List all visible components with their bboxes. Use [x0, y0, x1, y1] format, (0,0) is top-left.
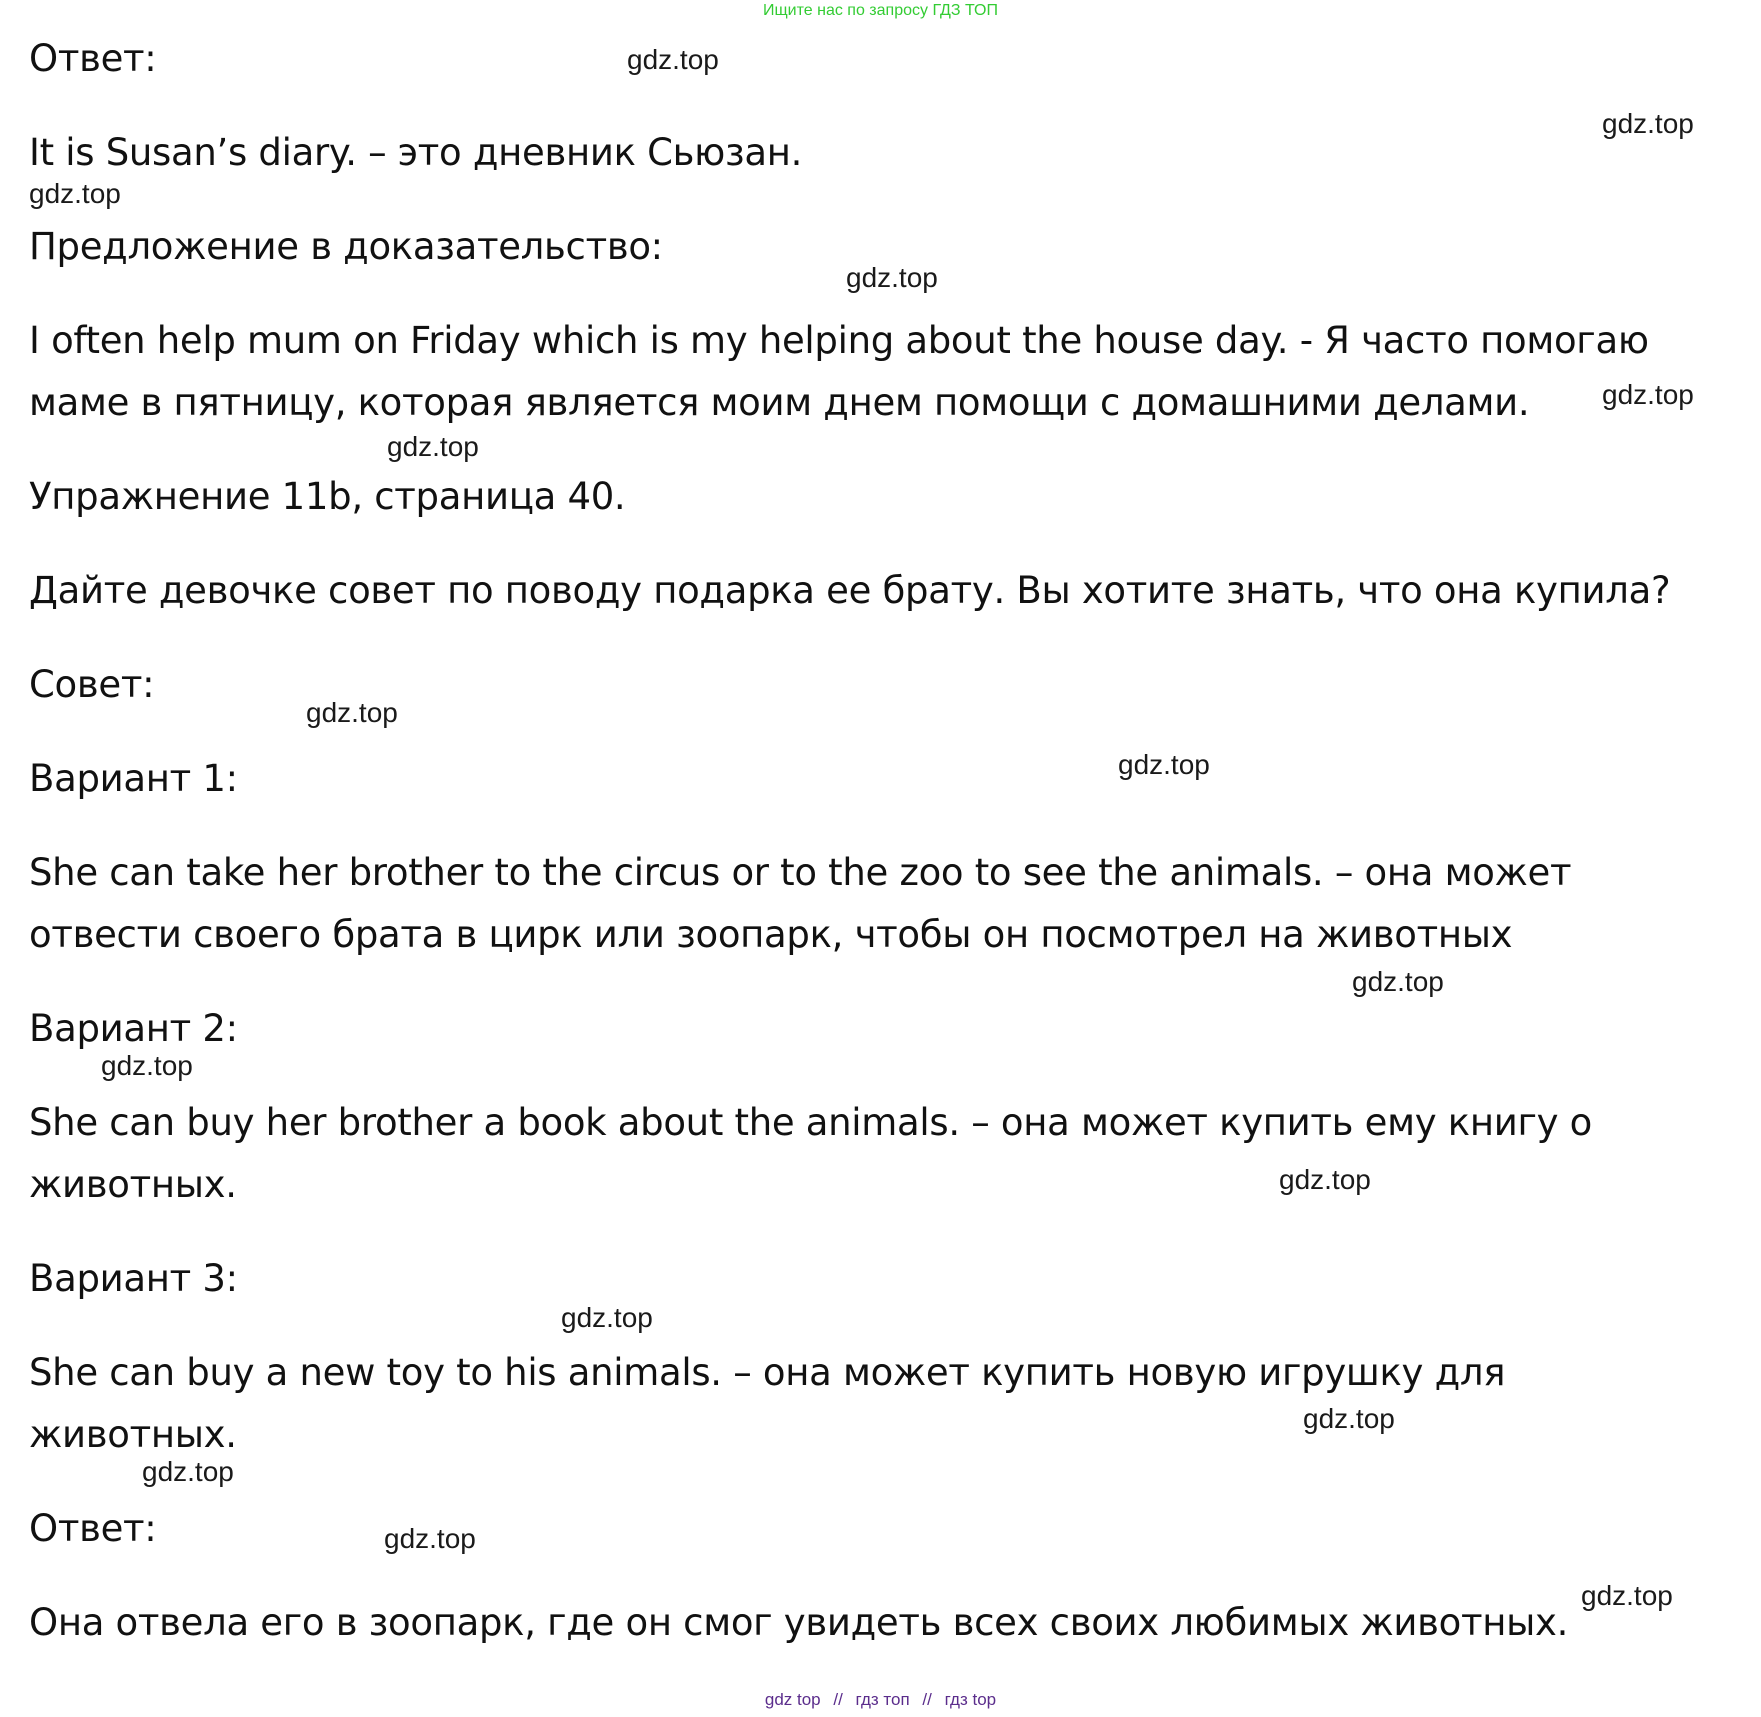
watermark: gdz.top	[306, 697, 398, 728]
proof-line-1: I often help mum on Friday which is my helping about the house day. - Я часто помогаю	[29, 319, 1649, 362]
variant-2-line-2: животных.	[29, 1163, 237, 1206]
answer-heading-1: Ответ:	[29, 37, 157, 80]
answer-heading-2: Ответ:	[29, 1507, 157, 1550]
footer	[0, 1690, 1761, 1710]
watermark: gdz.top	[384, 1523, 476, 1554]
variant-1-line-1: She can take her brother to the circus or to the zoo to see the animals. – она может	[29, 851, 1572, 894]
watermark: gdz.top	[142, 1456, 234, 1487]
watermark: gdz.top	[29, 178, 121, 209]
watermark: gdz.top	[1303, 1403, 1395, 1434]
watermark: gdz.top	[1352, 966, 1444, 997]
footer-link-2[interactable]: гдз топ	[855, 1690, 910, 1709]
watermark: gdz.top	[1581, 1580, 1673, 1611]
variant-3-line-2: животных.	[29, 1413, 237, 1456]
watermark: gdz.top	[1279, 1164, 1371, 1195]
answer-text-1: It is Susan’s diary. – это дневник Сьюзан.	[29, 131, 803, 174]
footer-separator: //	[833, 1690, 843, 1709]
watermark: gdz.top	[1602, 379, 1694, 410]
watermark: gdz.top	[1118, 749, 1210, 780]
watermark: gdz.top	[561, 1302, 653, 1333]
watermark: gdz.top	[1602, 108, 1694, 139]
proof-heading: Предложение в доказательство:	[29, 225, 663, 268]
advice-heading: Совет:	[29, 663, 155, 706]
variant-1-line-2: отвести своего брата в цирк или зоопарк, чтобы он посмотрел на животных	[29, 913, 1513, 956]
footer-separator: //	[922, 1690, 932, 1709]
watermark: gdz.top	[101, 1050, 193, 1081]
footer-link-1[interactable]: gdz top	[764, 1690, 821, 1709]
variant-1-heading: Вариант 1:	[29, 757, 238, 800]
watermark: gdz.top	[387, 431, 479, 462]
watermark: gdz.top	[846, 262, 938, 293]
task-text: Дайте девочке совет по поводу подарка ее брату. Вы хотите знать, что она купила?	[29, 569, 1671, 612]
variant-3-heading: Вариант 3:	[29, 1257, 238, 1300]
footer-link-3[interactable]: гдз top	[944, 1690, 997, 1709]
answer-text-2: Она отвела его в зоопарк, где он смог увидеть всех своих любимых животных.	[29, 1601, 1569, 1644]
variant-2-heading: Вариант 2:	[29, 1007, 238, 1050]
exercise-heading: Упражнение 11b, страница 40.	[29, 475, 626, 518]
watermark: gdz.top	[627, 44, 719, 75]
variant-2-line-1: She can buy her brother a book about the animals. – она может купить ему книгу о	[29, 1101, 1593, 1144]
top-banner: Ищите нас по запросу ГДЗ ТОП	[763, 2, 998, 19]
variant-3-line-1: She can buy a new toy to his animals. – она может купить новую игрушку для	[29, 1351, 1506, 1394]
proof-line-2: маме в пятницу, которая является моим днем помощи с домашними делами.	[29, 381, 1530, 424]
